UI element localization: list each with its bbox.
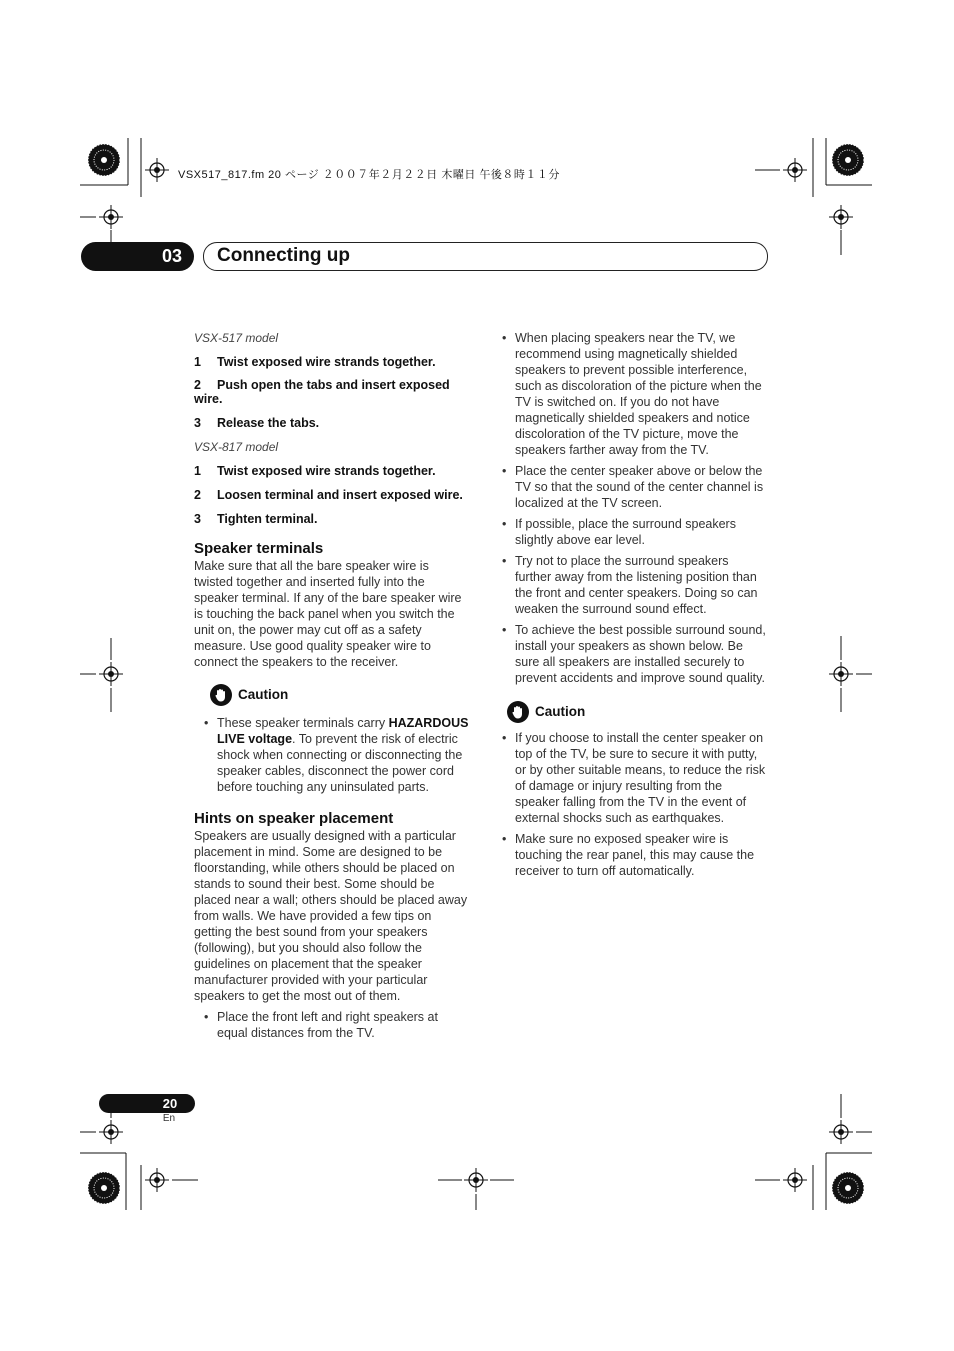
page-number: 20: [162, 1096, 178, 1111]
step-item: 2 Loosen terminal and insert exposed wire.: [194, 488, 463, 502]
caution-hand-icon: [507, 701, 529, 723]
caution-heading: Caution: [210, 684, 470, 706]
caution-bullet: • If you choose to install the center speaker on top of the TV, be sure to secure it with putty, or by other suitable means, to reduce the risk of damage or injury resulting from the speaker falling from the TV in the event of external shocks such as earthquakes.: [502, 730, 766, 826]
model-label-vsx517: VSX-517 model: [194, 331, 279, 345]
step-item: 3 Tighten terminal.: [194, 512, 318, 526]
print-slug: VSX517_817.fm 20 ページ ２００７年２月２２日 木曜日 午後８時１１分: [178, 169, 560, 181]
placement-bullet: • When placing speakers near the TV, we recommend using magnetically shielded speakers to prevent possible interference, such as discoloration of the picture when the TV is switched on. If you do not have magnetically shielded speakers and notice discoloration of the TV picture, move the speakers farther away from the TV.: [502, 330, 766, 458]
hint-bullet: • Place the front left and right speakers at equal distances from the TV.: [204, 1009, 470, 1041]
side-mark-right: [829, 636, 872, 712]
right-column: [502, 330, 766, 879]
side-mark-left: [80, 638, 123, 712]
corner-mark-top-right: [755, 138, 872, 255]
hints-body: Speakers are usually designed with a particular placement in mind. Some are designed to be floorstanding, while others should be placed on stands to sound their best. Some should be placed near a wall; others should be placed away from walls. We have provided a few tips on getting the best sound from your speakers (following), but you should also follow the guidelines on placement that the speaker manufacturer provided with your particular speakers to get the most out of them.: [194, 829, 468, 1003]
speaker-terminals-heading: Speaker terminals: [194, 540, 324, 557]
chapter-number: 03: [161, 246, 183, 266]
corner-mark-top-left: [80, 138, 169, 255]
bottom-center-mark: [438, 1168, 514, 1210]
caution-bullet: • Make sure no exposed speaker wire is touching the rear panel, this may cause the receiver to turn off automatically.: [502, 831, 766, 879]
page-language: En: [162, 1113, 176, 1124]
chapter-title: Connecting up: [217, 245, 350, 266]
placement-bullet: • Place the center speaker above or below the TV so that the sound of the center channel is localized at the TV screen.: [502, 463, 766, 511]
placement-bullet: • To achieve the best possible surround sound, install your speakers as shown below. Be sure all speakers are installed securely to prevent accidents and improve sound quality.: [502, 622, 766, 686]
caution-bullet: • These speaker terminals carry HAZARDOUS LIVE voltage. To prevent the risk of electric shock when connecting or disconnecting the speaker cables, disconnect the power cord before touching any uninsulated parts.: [204, 715, 470, 795]
placement-bullet: • Try not to place the surround speakers further away from the listening position than the front and center speakers. Doing so can weaken the surround sound effect.: [502, 553, 766, 617]
speaker-terminals-body: Make sure that all the bare speaker wire is twisted together and inserted fully into the speaker terminal. If any of the bare speaker wire is touching the back panel when you switch the unit on, the power may cut off as a safety measure. Use good quality speaker wire to connect the speakers to the receiver.: [194, 559, 462, 669]
left-column: [194, 330, 470, 1041]
step-item: 1 Twist exposed wire strands together.: [194, 355, 436, 369]
hints-heading: Hints on speaker placement: [194, 810, 394, 827]
step-item: 1 Twist exposed wire strands together.: [194, 464, 436, 478]
caution-heading-right: Caution: [507, 701, 766, 723]
placement-bullet: • If possible, place the surround speakers slightly above ear level.: [502, 516, 766, 548]
model-label-vsx817: VSX-817 model: [194, 440, 279, 454]
caution-hand-icon: [210, 684, 232, 706]
step-item: 2 Push open the tabs and insert exposed wire.: [194, 378, 450, 406]
corner-mark-bottom-right: [755, 1094, 872, 1210]
step-item: 3 Release the tabs.: [194, 416, 320, 430]
